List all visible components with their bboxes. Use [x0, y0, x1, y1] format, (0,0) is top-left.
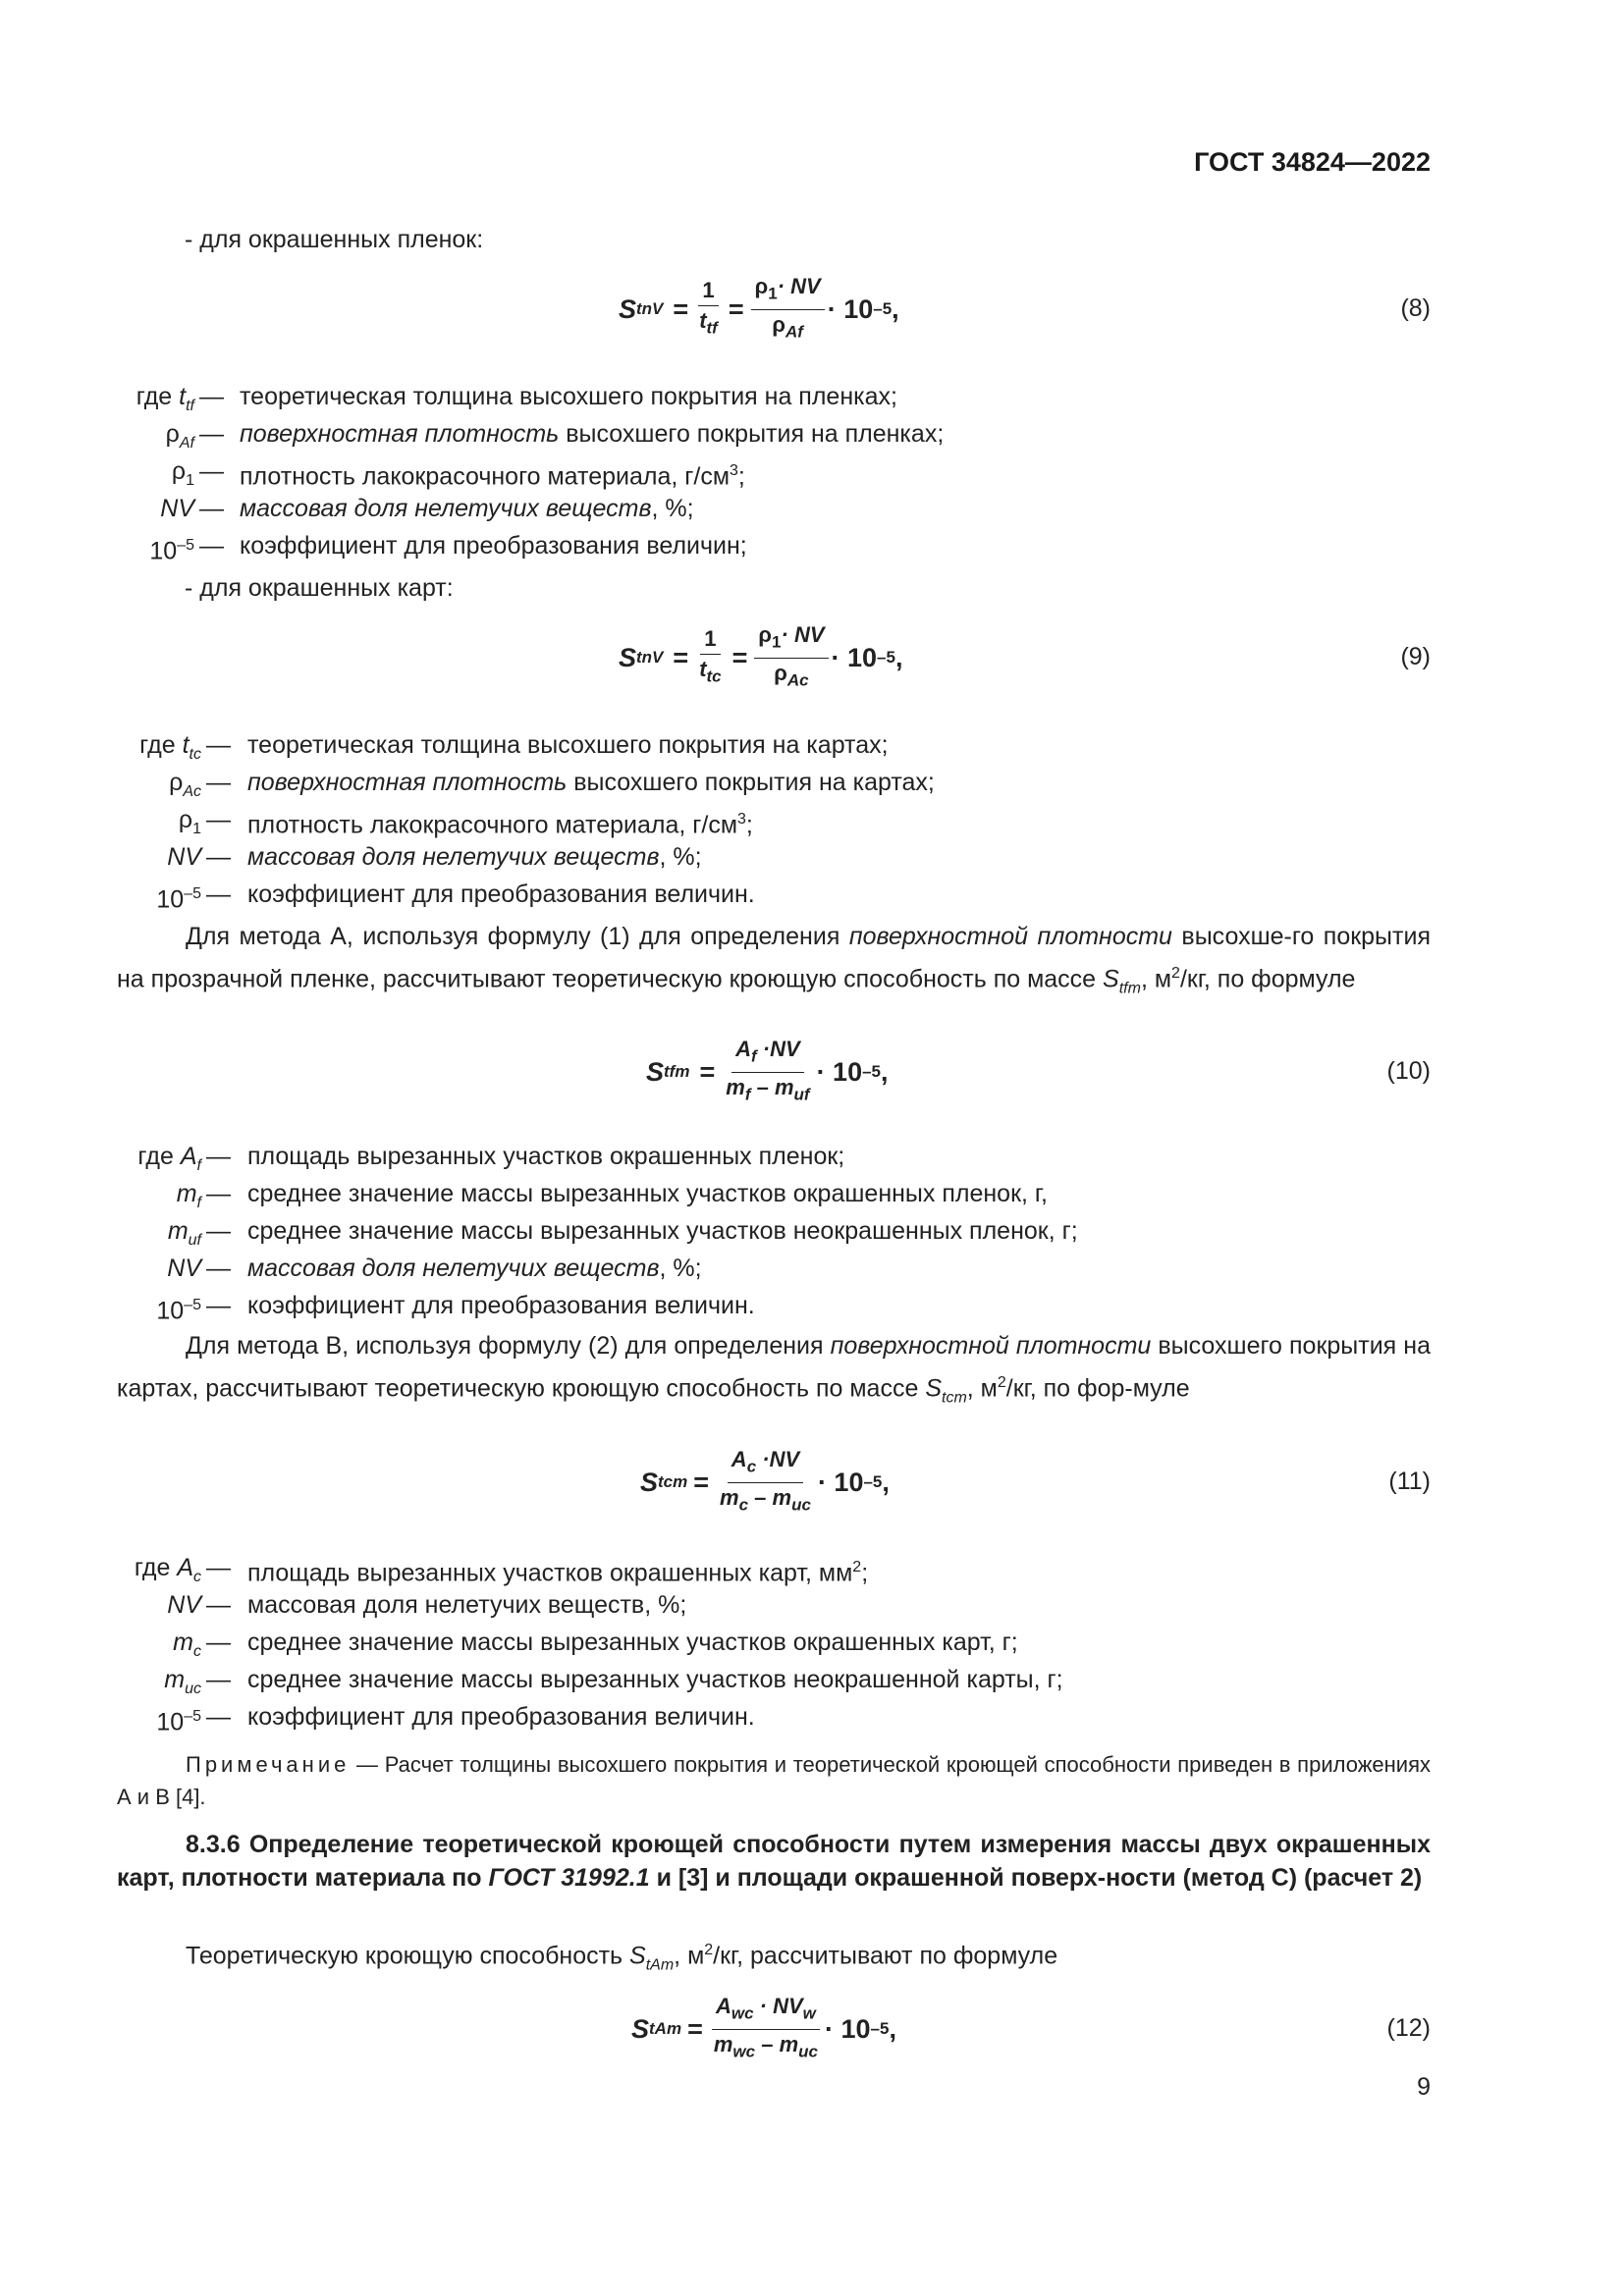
formula-10-body: S tfm = $\frac{A_f \cdot NV}{m_f - m_{uf}}$ · 10 –5 ,	[646, 1033, 889, 1111]
formula-lhs: S	[619, 294, 637, 324]
formula-lhs-sub: tnV	[636, 299, 664, 318]
note-text: — Расчет толщины высохшего покрытия и теоретической кроющей способности приведен в приложениях А и В [4].	[117, 1752, 1431, 1809]
document-header: ГОСТ 34824—2022	[1194, 147, 1431, 177]
definition-row: $m_f$ — среднее значение массы вырезанных участков окрашенных пленок, г,	[176, 1180, 1048, 1211]
fraction-reciprocal	[695, 278, 722, 341]
equation-number: (8)	[1400, 294, 1431, 322]
definition-symbol: $\rho_{Af}$	[165, 420, 194, 452]
equation-number: (11)	[1388, 1468, 1431, 1495]
equation-number: (10)	[1386, 1057, 1431, 1085]
fraction-denominator: $\rho_{Af}$	[772, 311, 803, 341]
fraction-main	[751, 274, 825, 345]
definition-row: где $t_{tc}$ — теоретическая толщина высохшего покрытия на картах;	[139, 731, 889, 763]
definition-text: массовая доля нелетучих веществ, %;	[240, 495, 694, 522]
definition-row: где $A_f$ — площадь вырезанных участков окрашенных пленок;	[137, 1143, 845, 1174]
definition-row: где $A_c$ — площадь вырезанных участков окрашенных карт, $мм^2$;	[134, 1554, 869, 1587]
definition-row: NV — массовая доля нелетучих веществ, %;	[0, 490, 1624, 527]
intro-films: - для окрашенных пленок:	[185, 226, 484, 253]
paragraph-method-b: Для метода В, используя формулу (2) для определения поверхностной плотности высохшего покрытия на картах, рассчитывают теоретическую кроющую способность по массе $S_{tcm}$, $м^2/кг$, по фор-муле	[117, 1332, 1431, 1407]
definition-row: $10^{-5}$ — коэффициент для преобразования величин;	[0, 527, 1624, 564]
paragraph-method-c: Теоретическую кроющую способность $S_{tAm}$, $м^2/кг$, рассчитывают по формуле	[186, 1942, 1058, 1974]
equation-number: (12)	[1386, 2014, 1431, 2042]
definition-text: поверхностная плотность высохшего покрытия на пленках;	[240, 420, 945, 448]
fraction-main: $\frac{A_{wc} \cdot NV_w}{m_{wc} - m_{uc}}$	[713, 1994, 818, 2060]
formula-10	[0, 1033, 1624, 1111]
definitions-9	[0, 726, 1624, 913]
definitions-8	[0, 378, 1624, 564]
fraction-numerator: $\rho_1\cdot$ NV	[751, 274, 825, 309]
definition-row: $m_{uc}$ — среднее значение массы вырезанных участков неокрашенной карты, г;	[164, 1666, 1063, 1697]
definition-symbol: NV	[160, 495, 194, 522]
definition-row: $m_c$ — среднее значение массы вырезанных участков окрашенных карт, г;	[173, 1629, 1018, 1660]
equation-number: (9)	[1400, 643, 1431, 670]
definition-row: NV — массовая доля нелетучих веществ, %;	[167, 1591, 687, 1619]
fraction-numerator: 1	[698, 278, 718, 306]
fraction-reciprocal: $\frac{1}{t_{tc}}$	[699, 625, 722, 686]
section-heading: 8.3.6 Определение теоретической кроющей способности путем измерения массы двух окрашенных карт, плотности материала по ГОСТ 31992.1 и [3] и площади окрашенной поверх-ности (метод С) (расчет 2)	[117, 1831, 1431, 1892]
fraction-main: $\frac{A_f \cdot NV}{m_f - m_{uf}}$	[726, 1037, 810, 1103]
intro-cards: - для окрашенных карт:	[185, 574, 454, 602]
formula-11	[0, 1443, 1624, 1522]
definition-row: NV — массовая доля нелетучих веществ, %;	[167, 1255, 702, 1282]
page-number: 9	[1417, 2073, 1431, 2101]
definition-symbol: $10^{-5}$	[149, 537, 194, 565]
note	[117, 1748, 1431, 1813]
definition-row: $\rho_{Af}$ — поверхностная плотность высохшего покрытия на пленках;	[0, 415, 1624, 453]
note-label: Примечание	[186, 1752, 351, 1777]
fraction-denominator: $t_{tf}$	[699, 307, 718, 338]
formula-9	[0, 618, 1624, 697]
definition-text: коэффициент для преобразования величин;	[240, 532, 747, 560]
formula-11-body: S tcm = $\frac{A_c \cdot NV}{m_c - m_{uc}}$ · 10 –5 ,	[640, 1443, 890, 1522]
definitions-11	[0, 1549, 1624, 1735]
definition-row: $\rho_1$ — плотность лакокрасочного материала, $г/см^3$;	[0, 453, 1624, 490]
definition-text: теоретическая толщина высохшего покрытия на пленках;	[240, 383, 897, 410]
formula-12	[0, 1990, 1624, 2068]
definition-row: $\rho_{Ac}$ — поверхностная плотность высохшего покрытия на картах;	[169, 769, 935, 800]
formula-12-body: S tAm = $\frac{A_{wc} \cdot NV_w}{m_{wc} - m_{uc}}$ · 10 –5 ,	[631, 1990, 896, 2068]
definition-row: $\rho_1$ — плотность лакокрасочного материала, $г/см^3$;	[178, 806, 753, 839]
fraction-main: $\frac{\rho_1\cdot NV}{\rho_{Ac}}$	[754, 622, 828, 693]
definition-text: плотность лакокрасочного материала, $г/см^3$;	[240, 462, 745, 491]
definition-row: NV — массовая доля нелетучих веществ, %;	[167, 843, 702, 871]
fraction-main: $\frac{A_c \cdot NV}{m_c - m_{uc}}$	[720, 1447, 811, 1514]
formula-9-body: S tnV = $\frac{1}{t_{tc}}$ = $\frac{\rho_1\cdot NV}{\rho_{Ac}}$ · 10 –5 ,	[619, 618, 902, 697]
definition-symbol: где $t_{tf}$	[135, 383, 194, 414]
definition-row: $10^{-5}$ — коэффициент для преобразования величин.	[156, 1292, 755, 1325]
definition-symbol: $\rho_1$	[171, 457, 194, 489]
formula-8	[0, 270, 1624, 348]
definition-row: $m_{uf}$ — среднее значение массы вырезанных участков неокрашенных пленок, г;	[167, 1217, 1078, 1249]
formula-8-body: S tnV = $\frac{1}{t_{tf}}$ = $\frac{\rho_1\cdot NV}{\rho_{Af}}$ · 10 –5 ,	[619, 270, 899, 348]
definitions-10	[0, 1138, 1624, 1324]
formula-multiplier: · 10	[827, 294, 874, 324]
equals-sign: =	[673, 294, 689, 324]
definition-row: $10^{-5}$ — коэффициент для преобразования величин.	[156, 1703, 755, 1736]
equals-sign: =	[728, 294, 744, 324]
paragraph-method-a: Для метода А, используя формулу (1) для определения поверхностной плотности высохше-го покрытия на прозрачной пленке, рассчитывают теоретическую кроющую способность по массе $S_{tfm}$, $м^2/кг$, по формуле	[117, 923, 1431, 997]
definition-row: где $t_{tf}$ — теоретическая толщина высохшего покрытия на пленках;	[0, 378, 1624, 415]
definition-row: $10^{-5}$ — коэффициент для преобразования величин.	[156, 881, 755, 914]
formula-exponent: –5	[873, 299, 893, 318]
